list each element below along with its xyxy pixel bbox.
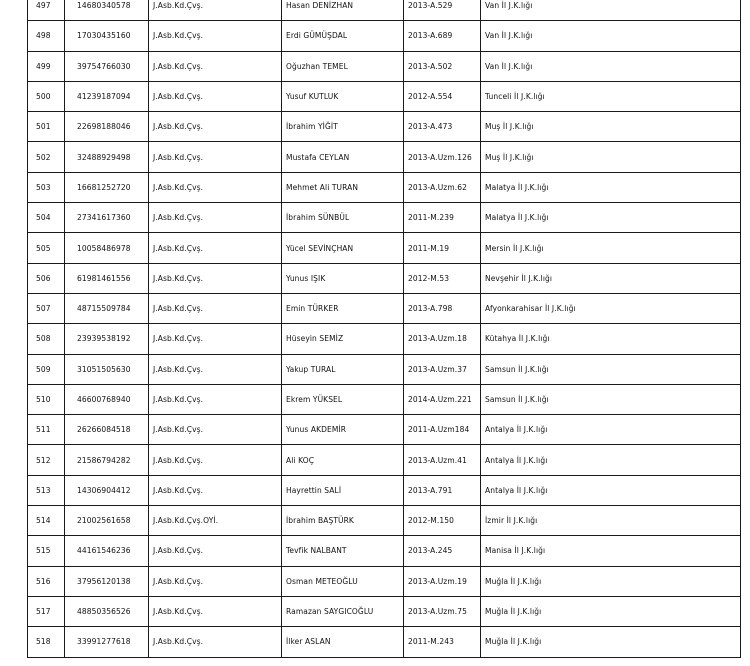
- unit-cell: Muğla İl J.K.lığı: [481, 596, 741, 626]
- registry-cell: 2013-A.Uzm.19: [404, 566, 481, 596]
- id-number-cell: 48715509784: [65, 293, 149, 323]
- id-number-cell: 33991277618: [65, 627, 149, 657]
- row-number-cell: 517: [28, 596, 65, 626]
- unit-cell: Malatya İl J.K.lığı: [481, 172, 741, 202]
- id-number-cell: 37956120138: [65, 566, 149, 596]
- row-number-cell: 501: [28, 112, 65, 142]
- rank-cell: J.Asb.Kd.Çvş.: [149, 566, 282, 596]
- registry-cell: 2013-A.529: [404, 0, 481, 21]
- table-row: [28, 566, 741, 596]
- rank-cell: J.Asb.Kd.Çvş.: [149, 536, 282, 566]
- rank-cell: J.Asb.Kd.Çvş.OYİ.: [149, 506, 282, 536]
- rank-cell: J.Asb.Kd.Çvş.: [149, 596, 282, 626]
- id-number-cell: 44161546236: [65, 536, 149, 566]
- name-cell: Yunus AKDEMİR: [282, 415, 404, 445]
- row-number-cell: 503: [28, 172, 65, 202]
- table-row: [28, 51, 741, 81]
- name-cell: Yunus IŞIK: [282, 263, 404, 293]
- name-cell: Mustafa CEYLAN: [282, 142, 404, 172]
- table-row: [28, 0, 741, 21]
- name-cell: İbrahim YİĞİT: [282, 112, 404, 142]
- name-cell: Emin TÜRKER: [282, 293, 404, 323]
- registry-cell: 2013-A.Uzm.126: [404, 142, 481, 172]
- id-number-cell: 39754766030: [65, 51, 149, 81]
- unit-cell: Mersin İl J.K.lığı: [481, 233, 741, 263]
- name-cell: Hayrettin SALİ: [282, 475, 404, 505]
- name-cell: Oğuzhan TEMEL: [282, 51, 404, 81]
- id-number-cell: 27341617360: [65, 203, 149, 233]
- table-row: [28, 112, 741, 142]
- row-number-cell: 510: [28, 384, 65, 414]
- registry-cell: 2012-M.53: [404, 263, 481, 293]
- rank-cell: J.Asb.Kd.Çvş.: [149, 203, 282, 233]
- row-number-cell: 497: [28, 0, 65, 21]
- rank-cell: J.Asb.Kd.Çvş.: [149, 293, 282, 323]
- row-number-cell: 509: [28, 354, 65, 384]
- registry-cell: 2011-M.243: [404, 627, 481, 657]
- unit-cell: Muş İl J.K.lığı: [481, 112, 741, 142]
- registry-cell: 2013-A.Uzm.41: [404, 445, 481, 475]
- id-number-cell: 16681252720: [65, 172, 149, 202]
- name-cell: Osman METEOĞLU: [282, 566, 404, 596]
- unit-cell: Van İl J.K.lığı: [481, 0, 741, 21]
- rank-cell: J.Asb.Kd.Çvş.: [149, 21, 282, 51]
- unit-cell: Samsun İl J.K.lığı: [481, 354, 741, 384]
- row-number-cell: 514: [28, 506, 65, 536]
- registry-cell: 2011-M.239: [404, 203, 481, 233]
- rank-cell: J.Asb.Kd.Çvş.: [149, 142, 282, 172]
- id-number-cell: 41239187094: [65, 81, 149, 111]
- table-row: [28, 415, 741, 445]
- unit-cell: Manisa İl J.K.lığı: [481, 536, 741, 566]
- row-number-cell: 511: [28, 415, 65, 445]
- unit-cell: Antalya İl J.K.lığı: [481, 415, 741, 445]
- row-number-cell: 515: [28, 536, 65, 566]
- row-number-cell: 518: [28, 627, 65, 657]
- unit-cell: Nevşehir İl J.K.lığı: [481, 263, 741, 293]
- id-number-cell: 21586794282: [65, 445, 149, 475]
- row-number-cell: 505: [28, 233, 65, 263]
- row-number-cell: 508: [28, 324, 65, 354]
- registry-cell: 2013-A.Uzm.62: [404, 172, 481, 202]
- registry-cell: 2013-A.Uzm.75: [404, 596, 481, 626]
- table-row: [28, 354, 741, 384]
- table-row: [28, 142, 741, 172]
- table-row: [28, 263, 741, 293]
- name-cell: Ramazan SAYGICOĞLU: [282, 596, 404, 626]
- unit-cell: Samsun İl J.K.lığı: [481, 384, 741, 414]
- row-number-cell: 498: [28, 21, 65, 51]
- rank-cell: J.Asb.Kd.Çvş.: [149, 627, 282, 657]
- table-row: [28, 172, 741, 202]
- unit-cell: İzmir İl J.K.lığı: [481, 506, 741, 536]
- registry-cell: 2013-A.473: [404, 112, 481, 142]
- rank-cell: J.Asb.Kd.Çvş.: [149, 112, 282, 142]
- rank-cell: J.Asb.Kd.Çvş.: [149, 415, 282, 445]
- rank-cell: J.Asb.Kd.Çvş.: [149, 263, 282, 293]
- table-row: [28, 81, 741, 111]
- unit-cell: Van İl J.K.lığı: [481, 21, 741, 51]
- name-cell: Yücel SEVİNÇHAN: [282, 233, 404, 263]
- registry-cell: 2012-A.554: [404, 81, 481, 111]
- registry-cell: 2013-A.502: [404, 51, 481, 81]
- row-number-cell: 504: [28, 203, 65, 233]
- rank-cell: J.Asb.Kd.Çvş.: [149, 324, 282, 354]
- registry-cell: 2013-A.689: [404, 21, 481, 51]
- row-number-cell: 499: [28, 51, 65, 81]
- table-row: [28, 627, 741, 657]
- rank-cell: J.Asb.Kd.Çvş.: [149, 51, 282, 81]
- name-cell: Erdi GÜMÜŞDAL: [282, 21, 404, 51]
- table-row: [28, 536, 741, 566]
- registry-cell: 2011-M.19: [404, 233, 481, 263]
- registry-cell: 2013-A.791: [404, 475, 481, 505]
- row-number-cell: 502: [28, 142, 65, 172]
- name-cell: İbrahim SÜNBÜL: [282, 203, 404, 233]
- id-number-cell: 22698188046: [65, 112, 149, 142]
- unit-cell: Muğla İl J.K.lığı: [481, 627, 741, 657]
- id-number-cell: 14680340578: [65, 0, 149, 21]
- rank-cell: J.Asb.Kd.Çvş.: [149, 354, 282, 384]
- name-cell: İlker ASLAN: [282, 627, 404, 657]
- row-number-cell: 507: [28, 293, 65, 323]
- row-number-cell: 500: [28, 81, 65, 111]
- table-row: [28, 506, 741, 536]
- rank-cell: J.Asb.Kd.Çvş.: [149, 475, 282, 505]
- name-cell: Ekrem YÜKSEL: [282, 384, 404, 414]
- id-number-cell: 61981461556: [65, 263, 149, 293]
- name-cell: Tevfik NALBANT: [282, 536, 404, 566]
- rank-cell: J.Asb.Kd.Çvş.: [149, 81, 282, 111]
- table-row: [28, 21, 741, 51]
- id-number-cell: 48850356526: [65, 596, 149, 626]
- unit-cell: Kütahya İl J.K.lığı: [481, 324, 741, 354]
- unit-cell: Tunceli İl J.K.lığı: [481, 81, 741, 111]
- table-body: [28, 0, 741, 657]
- id-number-cell: 14306904412: [65, 475, 149, 505]
- personnel-table: [27, 0, 741, 658]
- unit-cell: Antalya İl J.K.lığı: [481, 445, 741, 475]
- id-number-cell: 32488929498: [65, 142, 149, 172]
- row-number-cell: 506: [28, 263, 65, 293]
- id-number-cell: 17030435160: [65, 21, 149, 51]
- unit-cell: Malatya İl J.K.lığı: [481, 203, 741, 233]
- rank-cell: J.Asb.Kd.Çvş.: [149, 233, 282, 263]
- row-number-cell: 516: [28, 566, 65, 596]
- id-number-cell: 26266084518: [65, 415, 149, 445]
- name-cell: İbrahim BAŞTÜRK: [282, 506, 404, 536]
- name-cell: Yakup TURAL: [282, 354, 404, 384]
- registry-cell: 2013-A.Uzm.18: [404, 324, 481, 354]
- row-number-cell: 513: [28, 475, 65, 505]
- table-row: [28, 324, 741, 354]
- registry-cell: 2013-A.Uzm.37: [404, 354, 481, 384]
- unit-cell: Van İl J.K.lığı: [481, 51, 741, 81]
- rank-cell: J.Asb.Kd.Çvş.: [149, 0, 282, 21]
- registry-cell: 2011-A.Uzm184: [404, 415, 481, 445]
- table-row: [28, 596, 741, 626]
- row-number-cell: 512: [28, 445, 65, 475]
- table-row: [28, 233, 741, 263]
- registry-cell: 2012-M.150: [404, 506, 481, 536]
- registry-cell: 2014-A.Uzm.221: [404, 384, 481, 414]
- id-number-cell: 21002561658: [65, 506, 149, 536]
- unit-cell: Afyonkarahisar İl J.K.lığı: [481, 293, 741, 323]
- rank-cell: J.Asb.Kd.Çvş.: [149, 384, 282, 414]
- id-number-cell: 46600768940: [65, 384, 149, 414]
- name-cell: Mehmet Ali TURAN: [282, 172, 404, 202]
- table-row: [28, 475, 741, 505]
- registry-cell: 2013-A.245: [404, 536, 481, 566]
- rank-cell: J.Asb.Kd.Çvş.: [149, 172, 282, 202]
- table-row: [28, 384, 741, 414]
- unit-cell: Muğla İl J.K.lığı: [481, 566, 741, 596]
- id-number-cell: 23939538192: [65, 324, 149, 354]
- rank-cell: J.Asb.Kd.Çvş.: [149, 445, 282, 475]
- id-number-cell: 31051505630: [65, 354, 149, 384]
- registry-cell: 2013-A.798: [404, 293, 481, 323]
- unit-cell: Muş İl J.K.lığı: [481, 142, 741, 172]
- name-cell: Ali KOÇ: [282, 445, 404, 475]
- table-row: [28, 445, 741, 475]
- table-row: [28, 293, 741, 323]
- name-cell: Yusuf KUTLUK: [282, 81, 404, 111]
- name-cell: Hasan DENİZHAN: [282, 0, 404, 21]
- name-cell: Hüseyin SEMİZ: [282, 324, 404, 354]
- unit-cell: Antalya İl J.K.lığı: [481, 475, 741, 505]
- table-row: [28, 203, 741, 233]
- id-number-cell: 10058486978: [65, 233, 149, 263]
